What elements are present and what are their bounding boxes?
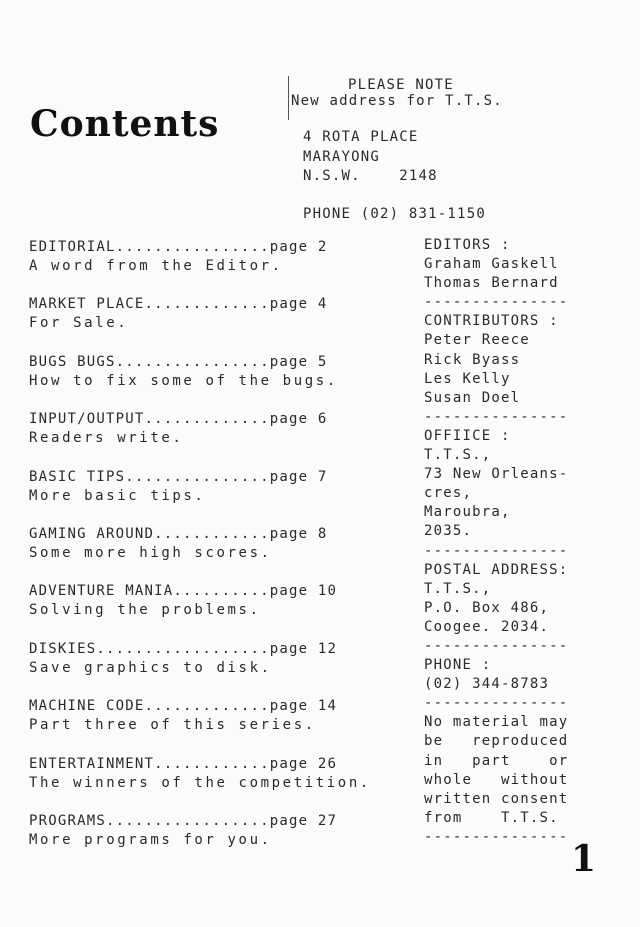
toc-entry — [29, 755, 409, 812]
sidebar-line: No material may — [424, 714, 569, 731]
toc-entry — [29, 525, 409, 582]
toc-entry — [29, 812, 409, 869]
sidebar-divider: --------------- — [424, 542, 569, 559]
sidebar-line: Maroubra, — [424, 504, 511, 521]
sidebar-divider: --------------- — [424, 294, 569, 311]
toc-entry — [29, 353, 409, 410]
page-title: Contents — [30, 103, 220, 145]
address-line-3: N.S.W. 2148 — [303, 168, 438, 184]
sidebar-line: Les Kelly — [424, 370, 511, 387]
toc-description: How to fix some of the bugs. — [29, 372, 338, 389]
sidebar-line: cres, — [424, 485, 473, 502]
sidebar-line: Susan Doel — [424, 389, 521, 406]
toc-description: More programs for you. — [29, 831, 272, 848]
sidebar-line: T.T.S., — [424, 580, 492, 597]
toc-title: MARKET PLACE.............page 4 — [29, 296, 328, 313]
sidebar-line: T.T.S., — [424, 447, 492, 464]
sidebar-line: OFFIICE : — [424, 427, 511, 444]
toc-entry — [29, 697, 409, 754]
table-of-contents — [29, 238, 409, 869]
sidebar-line: Rick Byass — [424, 351, 521, 368]
sidebar-divider: --------------- — [424, 637, 569, 654]
sidebar-line: 2035. — [424, 523, 473, 540]
toc-entry — [29, 582, 409, 639]
toc-description: Save graphics to disk. — [29, 659, 272, 676]
notice-line: New address for T.T.S. — [291, 93, 503, 109]
toc-description: More basic tips. — [29, 487, 206, 504]
toc-entry — [29, 640, 409, 697]
toc-description: The winners of the competition. — [29, 774, 371, 791]
toc-entry — [29, 468, 409, 525]
address-line-2: MARAYONG — [303, 149, 381, 165]
toc-title: GAMING AROUND............page 8 — [29, 525, 328, 542]
toc-title: MACHINE CODE.............page 14 — [29, 698, 338, 715]
sidebar-line: POSTAL ADDRESS: — [424, 561, 569, 578]
toc-entry — [29, 238, 409, 295]
toc-description: Some more high scores. — [29, 544, 272, 561]
notice-phone: PHONE (02) 831-1150 — [303, 206, 486, 222]
sidebar-line: in part or — [424, 752, 569, 769]
sidebar-line: whole without — [424, 771, 569, 788]
toc-title: ADVENTURE MANIA..........page 10 — [29, 583, 338, 600]
sidebar-line: PHONE : — [424, 657, 492, 674]
toc-title: ENTERTAINMENT............page 26 — [29, 755, 338, 772]
masthead-sidebar — [424, 236, 602, 847]
toc-entry — [29, 295, 409, 352]
sidebar-line: from T.T.S. — [424, 809, 559, 826]
sidebar-line: 73 New Orleans- — [424, 466, 569, 483]
address-line-1: 4 ROTA PLACE — [303, 129, 419, 145]
toc-description: Readers write. — [29, 430, 184, 447]
toc-description: A word from the Editor. — [29, 258, 283, 274]
toc-title: INPUT/OUTPUT.............page 6 — [29, 411, 328, 428]
notice-heading: PLEASE NOTE — [348, 77, 454, 93]
sidebar-line: P.O. Box 486, — [424, 599, 550, 616]
sidebar-line: be reproduced — [424, 733, 569, 750]
sidebar-line: Graham Gaskell — [424, 256, 559, 273]
toc-title: DISKIES..................page 12 — [29, 640, 338, 657]
sidebar-divider: --------------- — [424, 408, 569, 425]
sidebar-divider: --------------- — [424, 828, 569, 845]
toc-title: EDITORIAL................page 2 — [29, 239, 328, 255]
sidebar-line: (02) 344-8783 — [424, 676, 550, 693]
sidebar-line: CONTRIBUTORS : — [424, 313, 559, 330]
sidebar-line: Peter Reece — [424, 332, 530, 349]
toc-description: For Sale. — [29, 315, 129, 332]
toc-title: BUGS BUGS................page 5 — [29, 353, 328, 370]
page-number: 1 — [571, 838, 597, 880]
sidebar-line: EDITORS : — [424, 237, 511, 253]
toc-description: Solving the problems. — [29, 602, 261, 619]
toc-title: PROGRAMS.................page 27 — [29, 812, 338, 829]
sidebar-line: written consent — [424, 790, 569, 807]
notice-divider — [288, 76, 289, 120]
toc-title: BASIC TIPS...............page 7 — [29, 468, 328, 485]
toc-entry — [29, 410, 409, 467]
toc-description: Part three of this series. — [29, 717, 316, 734]
sidebar-line: Coogee. 2034. — [424, 618, 550, 635]
sidebar-divider: --------------- — [424, 695, 569, 712]
sidebar-line: Thomas Bernard — [424, 275, 559, 292]
